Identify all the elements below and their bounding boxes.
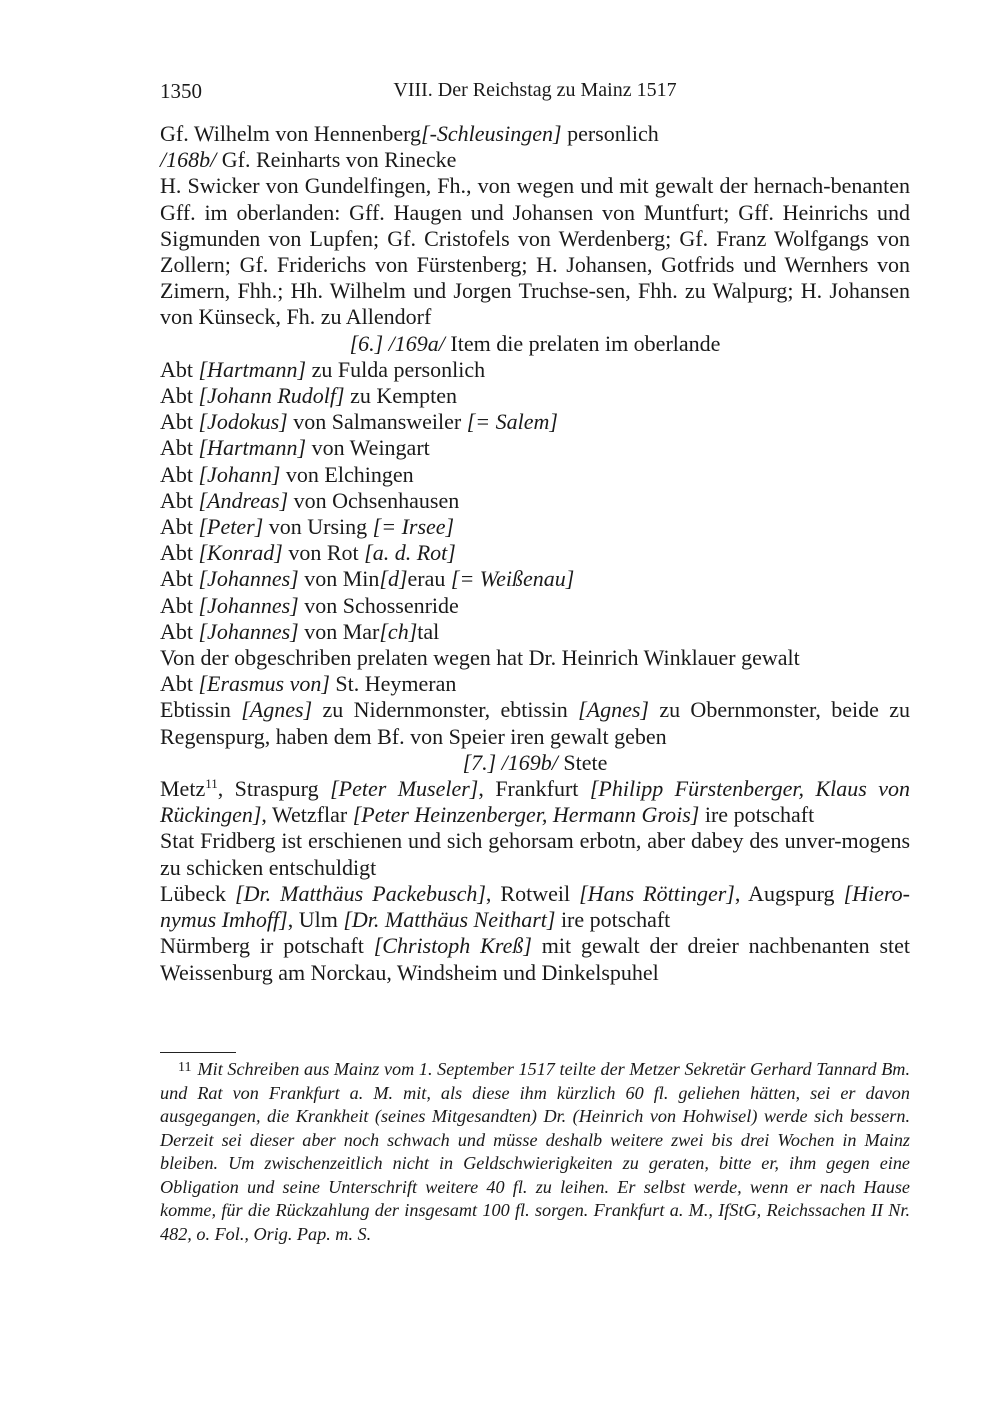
footnote-divider bbox=[160, 1052, 236, 1053]
footnote bbox=[160, 1056, 910, 1246]
text-paragraph: Ebtissin [Agnes] zu Nidernmonster, ebtissin [Agnes] zu Obernmonster, beide zu Regenspurg, haben dem Bf. von Speier iren gewalt geben bbox=[160, 697, 910, 749]
text-paragraph: Metz$^{11}$, Straspurg [Peter Museler], Frankfurt [Philipp Fürstenberger, Klaus von Rückingen], Wetzflar [Peter Heinzenberger, Hermann Grois] ire potschaft bbox=[160, 776, 911, 828]
footnote-number: 11 bbox=[178, 1060, 192, 1075]
text-line: Abt [Johannes] von Mar[ch]tal bbox=[160, 618, 440, 644]
page-header bbox=[160, 79, 910, 107]
page-number: 1350 bbox=[160, 79, 202, 103]
text-line: Abt [Peter] von Ursing [= Irsee] bbox=[160, 514, 455, 540]
text-line: Abt [Johannes] von Schossenride bbox=[160, 592, 459, 618]
section-heading-6: [6.] /169a/ Item die prelaten im oberlande bbox=[349, 330, 721, 356]
text-line: Abt [Hartmann] von Weingart bbox=[160, 435, 430, 461]
footnote-reference[interactable]: 11 bbox=[205, 776, 218, 792]
section-heading-7: [7.] /169b/ Stete bbox=[462, 749, 608, 775]
text-line: Abt [Konrad] von Rot [a. d. Rot] bbox=[160, 540, 456, 566]
running-title: VIII. Der Reichstag zu Mainz 1517 bbox=[393, 79, 677, 101]
text-line: Abt [Hartmann] zu Fulda personlich bbox=[160, 356, 486, 382]
text-line: Abt [Erasmus von] St. Heymeran bbox=[160, 671, 457, 697]
text-line: Abt [Jodokus] von Salmansweiler [= Salem] bbox=[160, 409, 558, 435]
text-paragraph: Nürmberg ir potschaft [Christoph Kreß] mit gewalt der dreier nachbenanten stet Weissenburg am Norckau, Windsheim und Dinkelspuhel bbox=[160, 933, 910, 985]
text-line: Abt [Johann Rudolf] zu Kempten bbox=[160, 383, 457, 409]
text-line: /168b/ Gf. Reinharts von Rinecke bbox=[160, 147, 457, 173]
text-line: Abt [Andreas] von Ochsenhausen bbox=[160, 487, 460, 513]
main-text bbox=[160, 121, 910, 986]
text-paragraph: Stat Fridberg ist erschienen und sich gehorsam erbotn, aber dabey des unver-mogens zu schicken entschuldigt bbox=[160, 828, 910, 880]
text-line: Abt [Johann] von Elchingen bbox=[160, 461, 414, 487]
footnote-text: Mit Schreiben aus Mainz vom 1. September 1517 teilte der Metzer Sekretär Gerhard Tannard Bm. und Rat von Frankfurt a. M. mit, als diese ihm kürzlich 60 fl. geliehen hätten, sei er davon ausgegangen, die Krankheit (seines Mitgesandten) Dr. (Heinrich von Hohwisel) werde sich bessern. Derzeit sei dieser aber noch schwach und müsse deshalb weitere zwei bis drei Wochen in Mainz bleiben. Um zwischenzeitlich nicht in Geldschwierigkeiten zu geraten, bitte er, ihm gegen eine Obligation und seine Unterschrift weitere 40 fl. zu leihen. Er selbst werde, wenn er nach Hause komme, für die Rückzahlung der insgesamt 100 fl. sorgen. Frankfurt a. M., IfStG, Reichssachen II Nr. 482, o. Fol., Orig. Pap. m. S. bbox=[160, 1059, 910, 1244]
text-paragraph: H. Swicker von Gundelfingen, Fh., von wegen und mit gewalt der hernach-benanten Gff. im oberlanden: Gff. Haugen und Johansen von Muntfurt; Gff. Heinrichs und Sigmunden von Lupfen; Gf. Cristofels von Werdenberg; Gf. Franz Wolfgangs von Zollern; Gf. Friderichs von Fürstenberg; H. Johansen, Gotfrids und Wernhers von Zimern, Fhh.; Hh. Wilhelm und Jorgen Truchse-sen, Fhh. zu Walpurg; H. Johansen von Künseck, Fh. zu Allendorf bbox=[160, 173, 910, 330]
text-paragraph: Lübeck [Dr. Matthäus Packebusch], Rotweil [Hans Röttinger], Augspurg [Hiero-nymus Imhoff], Ulm [Dr. Matthäus Neithart] ire potschaft bbox=[160, 880, 910, 933]
text-line: Von der obgeschriben prelaten wegen hat Dr. Heinrich Winklauer gewalt bbox=[160, 645, 800, 671]
text-line: Gf. Wilhelm von Hennenberg[-Schleusingen] personlich bbox=[160, 121, 659, 146]
text-line: Abt [Johannes] von Min[d]erau [= Weißenau] bbox=[160, 566, 575, 592]
